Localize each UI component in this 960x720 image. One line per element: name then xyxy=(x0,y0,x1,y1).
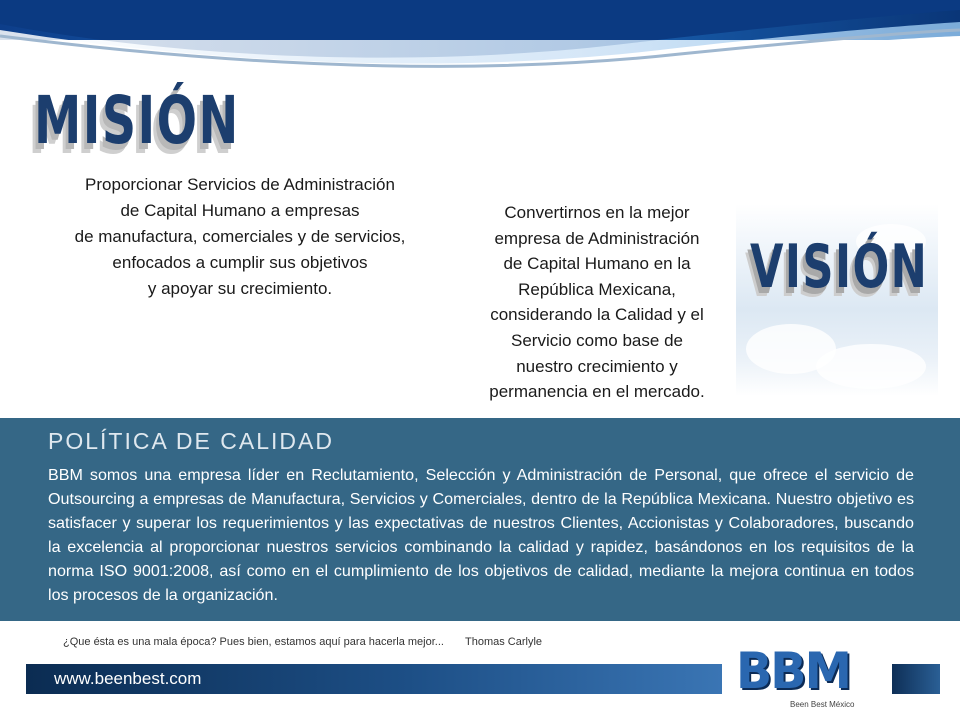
mision-title: MISIÓN xyxy=(34,82,240,159)
vision-line: República Mexicana, xyxy=(518,279,676,299)
vision-line: empresa de Administración xyxy=(494,228,700,248)
vision-title: VISIÓN xyxy=(750,232,929,302)
vision-line: de Capital Humano en la xyxy=(503,254,691,274)
bbm-logo: BBM xyxy=(736,642,850,700)
vision-line: permanencia en el mercado. xyxy=(489,382,705,402)
vision-text xyxy=(462,200,732,405)
quote-author: Thomas Carlyle xyxy=(465,636,543,648)
footer-right-block xyxy=(892,664,940,694)
mision-line: Proporcionar Servicios de Administración xyxy=(85,175,395,194)
mision-text xyxy=(40,172,440,302)
policy-text: BBM somos una empresa líder en Reclutamiento, Selección y Administración de Personal, que ofrece el servicio de Outsourcing a empresas de Manufactura, Servicios y Comerciales, dentro de la República Mexicana. Nuestro objetivo es satisfacer y superar los requerimientos y las expectativas de nuestros Clientes, Accionistas y Colaboradores, buscando la excelencia al proporcionar nuestros servicios combinando la calidad y rapidez, basándonos en los requisitos de la norma ISO 9001:2008, así como en el cumplimiento de los objetivos de calidad, mediante la mejora continua en todos los procesos de la organización. xyxy=(48,466,914,604)
quote xyxy=(63,636,542,648)
vision-line: Servicio como base de xyxy=(511,330,683,350)
mision-line: enfocados a cumplir sus objetivos xyxy=(112,253,368,272)
mision-line: y apoyar su crecimiento. xyxy=(147,279,333,298)
policy-title: POLÍTICA DE CALIDAD xyxy=(48,428,334,454)
mision-line: de Capital Humano a empresas xyxy=(120,201,360,220)
footer-url-link[interactable]: www.beenbest.com xyxy=(54,669,202,688)
logo-subtitle: Been Best México xyxy=(790,700,855,709)
vision-line: considerando la Calidad y el xyxy=(490,305,704,325)
quote-text: ¿Que ésta es una mala época? Pues bien, estamos aquí para hacerla mejor... xyxy=(63,636,444,648)
vision-line: Convertirnos en la mejor xyxy=(504,203,690,222)
vision-line: nuestro crecimiento y xyxy=(516,356,678,376)
mision-line: de manufactura, comerciales y de servicios, xyxy=(74,227,406,246)
header-wave-decoration xyxy=(0,0,960,80)
